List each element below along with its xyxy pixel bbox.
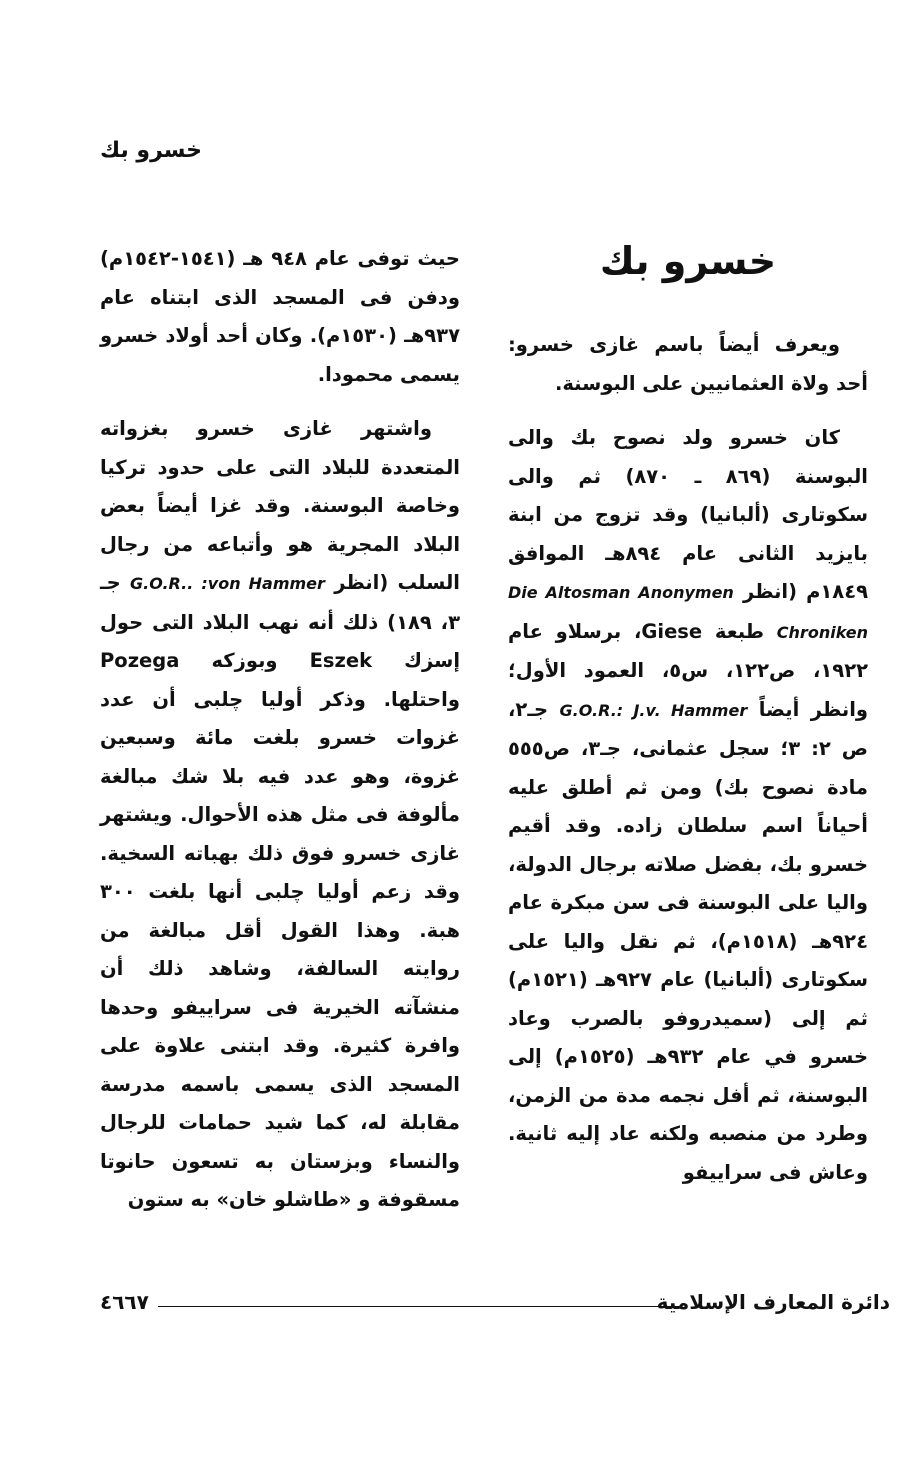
left-column [100, 240, 460, 1220]
entry-title: خسرو بك [599, 239, 777, 283]
journal-name: دائرة المعارف الإسلامية [656, 1290, 890, 1314]
right-column [508, 228, 868, 1192]
page-footer [100, 1290, 890, 1320]
right-body-text-1: كان خسرو ولد نصوح بك والى البوسنة (٨٦٩ ـ ٨٧٠) ثم والى سكوتارى (ألبانيا) وقد تزوج من ابنة بايزيد الثانى عام ٨٩٤هـ الموافق ١٨٤٩م (انظر [508, 426, 868, 603]
page-number: ٤٦٦٧ [100, 1290, 149, 1314]
citation-gor: G.O.R.. :von Hammer [130, 574, 325, 593]
entry-intro: ويعرف أيضاً باسم غازى خسرو: أحد ولاة العثمانيين على البوسنة. [508, 333, 868, 395]
left-paragraph-2 [100, 410, 460, 1220]
left-body-text-1: واشتهر غازى خسرو بغزواته المتعددة للبلاد التى على حدود تركيا وخاصة البوسنة. وقد غزا أيضاً بعض البلاد المجرية هو وأتباعه من رجال السلب (انظر [100, 417, 460, 594]
left-body-text-2: جـ ٣، ١٨٩) ذلك أنه نهب البلاد التى حول إسزك Eszek وبوزكه Pozega واحتلها. وذكر أوليا چلبى أن عدد غزوات خسرو بلغت مائة وسبعين غزوة، وهو عدد فيه بلا شك مبالغة مألوفة فى مثل هذه الأحوال. ويشتهر غازى خسرو فوق ذلك بهباته السخية. وقد زعم أوليا چلبى أنها بلغت ٣٠٠ هبة. وهذا القول أقل مبالغة من روايته السالفة، وشاهد ذلك أن منشآته الخيرية فى سراييفو وحدها وافرة كثيرة. وقد ابتنى علاوة على المسجد الذى يسمى باسمه مدرسة مقابلة له، كما شيد حمامات للرجال والنساء وبزستان به تسعون حانوتا مسقوفة و «طاشلو خان» به ستون [100, 571, 461, 1211]
right-body-paragraph [508, 419, 868, 1192]
footer-rule [158, 1306, 680, 1307]
left-paragraph-1: حيث توفى عام ٩٤٨ هـ (١٥٤١-١٥٤٢م) ودفن فى المسجد الذى ابتناه عام ٩٣٧هـ (١٥٣٠م). وكان أحد أولاد خسرو يسمى محمودا. [100, 247, 460, 386]
citation-altosman: Die Altosman Anonymen Chroniken [508, 583, 868, 642]
right-body-text-2: طبعة Giese، برسلاو عام ١٩٢٢، ص١٢٢، س٥، العمود الأول؛ وانظر أيضاً [508, 619, 869, 721]
right-body-text-3: جـ٢، ص ٢: ٣؛ سجل عثمانى، جـ٣، ص٥٥٥ مادة نصوح بك) ومن ثم أطلق عليه أحياناً اسم سلطان زاده. وقد أقيم خسرو بك، بفضل صلاته برجال الدولة، واليا على البوسنة فى سن مبكرة عام ٩٢٤هـ (١٥١٨م)، ثم نقل واليا على سكوتارى (ألبانيا) عام ٩٢٧هـ (١٥٢١م) ثم إلى (سميدروفو بالصرب وعاد خسرو في عام ٩٣٢هـ (١٥٢٥م) إلى البوسنة، ثم أفل نجمه مدة من الزمن، وطرد من منصبه ولكنه عاد إليه ثانية. وعاش فى سراييفو [508, 697, 868, 1184]
running-head: خسرو بك [100, 138, 203, 163]
citation-hammer: G.O.R.: J.v. Hammer [559, 700, 748, 720]
